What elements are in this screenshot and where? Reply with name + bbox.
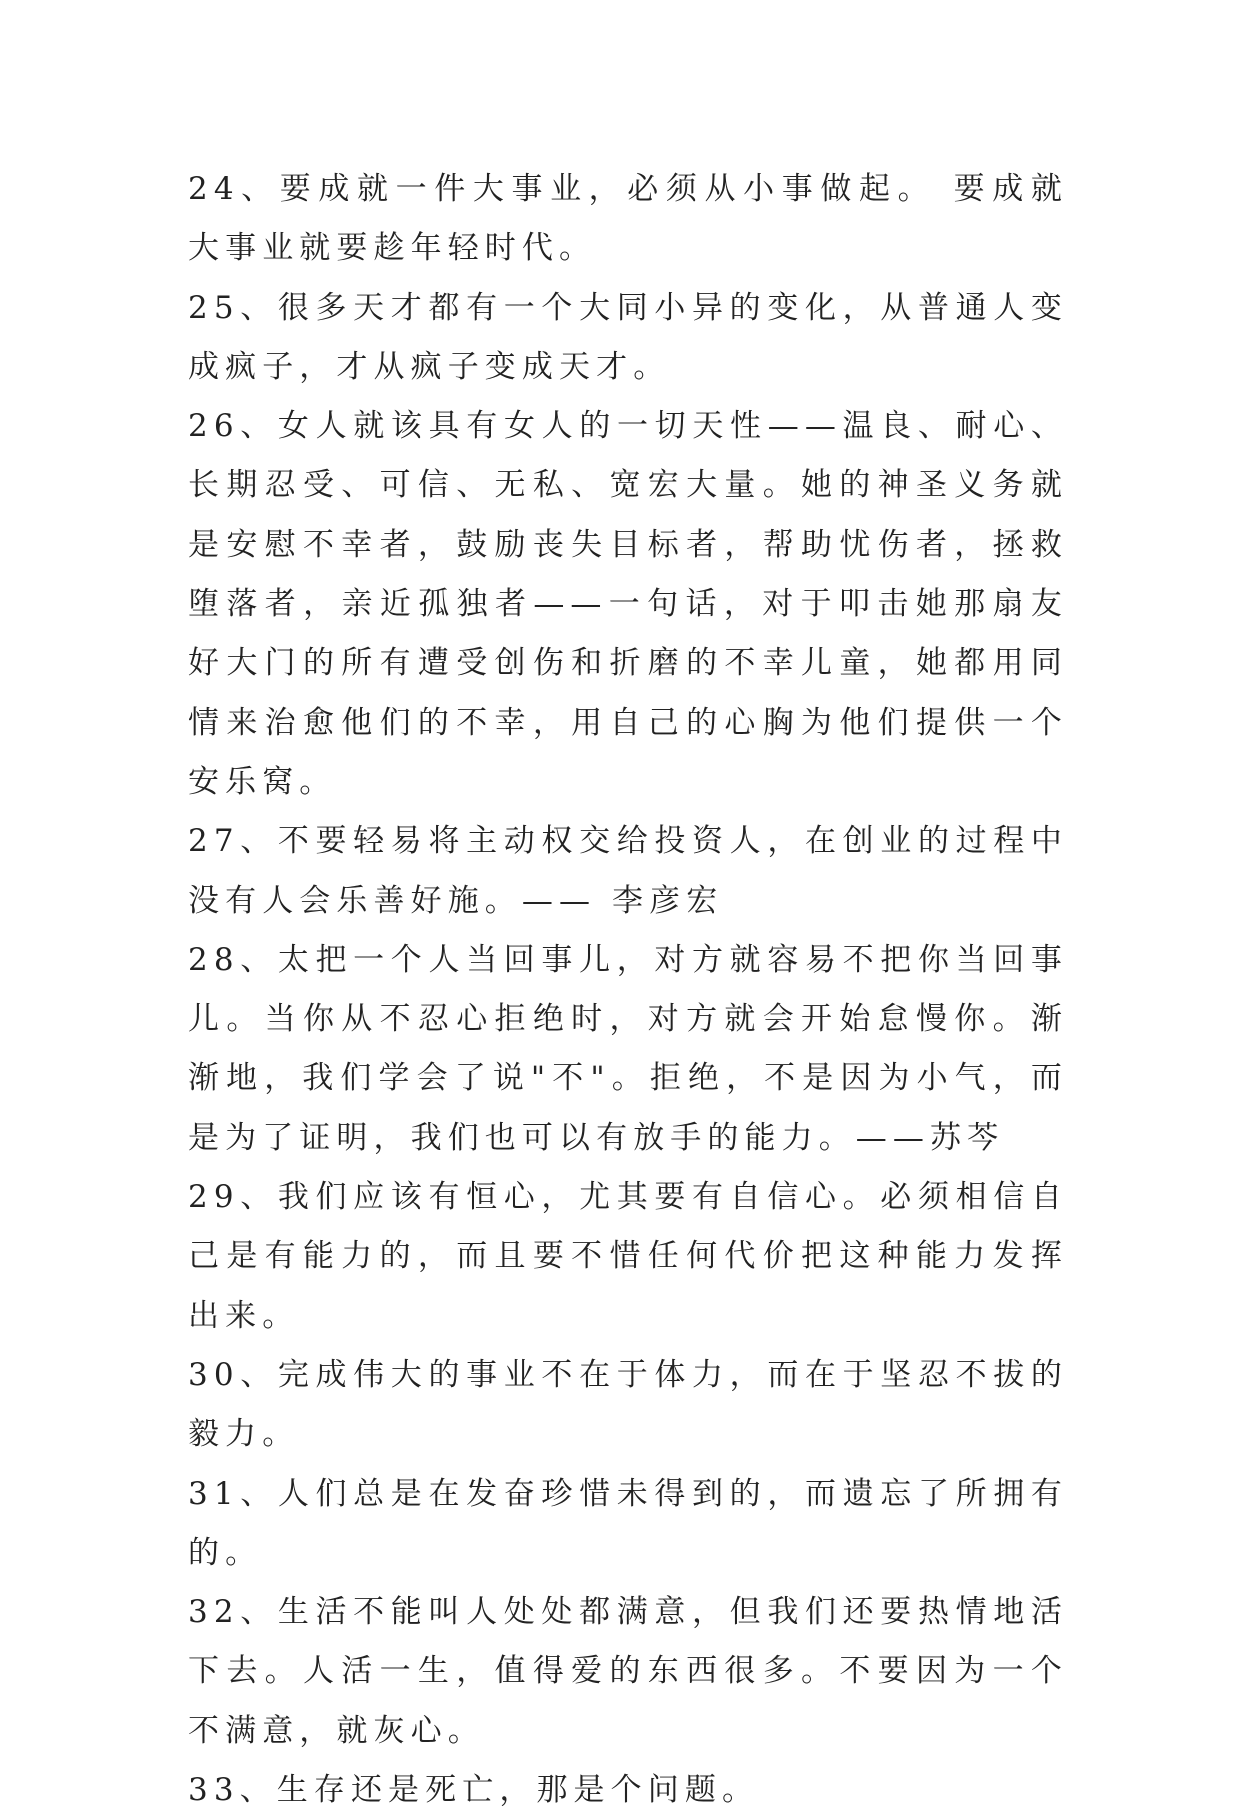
quote-paragraph-27: 27、不要轻易将主动权交给投资人，在创业的过程中没有人会乐善好施。—— 李彦宏 [188,823,1068,919]
quote-paragraph-26: 26、女人就该具有女人的一切天性——温良、耐心、长期忍受、可信、无私、宽宏大量。她的神圣义务就是安慰不幸者，鼓励丧失目标者，帮助忧伤者，拯救堕落者，亲近孤独者——一句话，对于叩击她那扇友好大门的所有遭受创伤和折磨的不幸儿童，她都用同情来治愈他们的不幸，用自己的心胸为他们提供一个安乐窝。 [188,408,1068,800]
quote-paragraph-33: 33、生存还是死亡，那是个问题。 [188,1772,760,1809]
quote-paragraph-29: 29、我们应该有恒心，尤其要有自信心。必须相信自己是有能力的，而且要不惜任何代价把这种能力发挥出来。 [188,1179,1068,1334]
quote-paragraph-25: 25、很多天才都有一个大同小异的变化，从普通人变成疯子，才从疯子变成天才。 [188,289,1068,385]
quote-paragraph-31: 31、人们总是在发奋珍惜未得到的，而遗忘了所拥有的。 [188,1475,1068,1571]
quote-list [188,160,1068,1820]
quote-paragraph-30: 30、完成伟大的事业不在于体力，而在于坚忍不拔的毅力。 [188,1356,1068,1453]
quote-paragraph-28: 28、太把一个人当回事儿，对方就容易不把你当回事儿。当你从不忍心拒绝时，对方就会开始怠慢你。渐渐地，我们学会了说"不"。拒绝，不是因为小气，而是为了证明，我们也可以有放手的能力。——苏芩 [188,941,1068,1156]
quote-paragraph-24: 24、要成就一件大事业，必须从小事做起。 要成就大事业就要趁年轻时代。 [188,171,1068,267]
quote-paragraph-32: 32、生活不能叫人处处都满意，但我们还要热情地活下去。人活一生，值得爱的东西很多。不要因为一个不满意，就灰心。 [188,1594,1068,1749]
